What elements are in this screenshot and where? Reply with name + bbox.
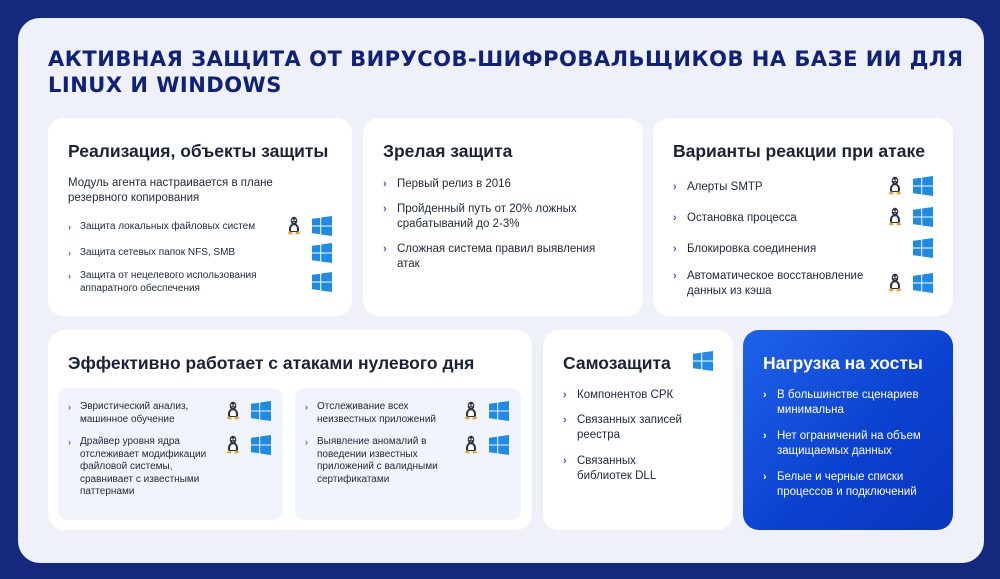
os-icons [284,216,332,236]
card-host-load [743,330,953,530]
item-text: Белые и черные списки процессов и подключений [777,471,917,498]
os-icons [885,207,933,227]
windows-icon [489,401,509,421]
item-text: Первый релиз в 2016 [397,178,511,190]
card-heading: Варианты реакции при атаке [673,141,925,161]
item-text: Защита от нецелевого использования аппаратного обеспечения [80,270,257,294]
os-icons [913,238,933,258]
list-item [68,436,223,499]
chevron-right-icon: › [68,402,71,412]
os-icons [885,273,933,293]
item-text: В большинстве сценариев минимальна [777,389,919,416]
item-text: Алерты SMTP [687,181,763,193]
list-item [563,388,723,403]
item-text: Связанных записей реестра [577,414,682,441]
item-text: Защита сетевых папок NFS, SMB [80,247,236,258]
chevron-right-icon: › [563,389,567,401]
list-item [673,180,873,195]
linux-icon [885,273,905,293]
item-text: Остановка процесса [687,212,797,224]
chevron-right-icon: › [68,222,71,232]
os-icons [312,272,332,292]
card-reaction [653,118,953,316]
item-text: Эвристический анализ, машинное обучение [80,401,189,425]
chevron-right-icon: › [383,243,387,255]
chevron-right-icon: › [383,178,387,190]
chevron-right-icon: › [68,271,71,281]
list-item [383,202,593,232]
item-text: Защита локальных файловых систем [80,221,256,232]
chevron-right-icon: › [383,203,387,215]
card-heading: Эффективно работает с атаками нулевого дня [68,353,475,373]
item-text: Нет ограничений на объем защищаемых данных [777,430,921,457]
windows-icon [312,243,332,263]
windows-icon [913,238,933,258]
card-zero-day [48,330,532,530]
card-intro: Модуль агента настраивается в плане резервного копирования [68,177,273,204]
os-icons [223,401,271,421]
windows-icon [913,207,933,227]
list-item [68,401,218,426]
chevron-right-icon: › [673,212,677,224]
sub-panel-right [295,388,521,520]
chevron-right-icon: › [563,455,567,467]
card-heading: Самозащита [563,353,671,373]
card-mature [363,118,643,316]
windows-icon [312,216,332,236]
chevron-right-icon: › [68,248,71,258]
linux-icon [461,435,481,455]
item-text: Автоматическое восстановление данных из кэша [687,270,864,297]
chevron-right-icon: › [305,437,308,447]
windows-icon [913,273,933,293]
list-item [763,470,943,500]
windows-icon [251,435,271,455]
os-icons [312,243,332,263]
chevron-right-icon: › [763,389,767,401]
linux-icon [885,176,905,196]
card-realization [48,118,352,316]
list-item [68,270,268,295]
sub-panel-left [58,388,283,520]
chevron-right-icon: › [673,270,677,282]
list-item [305,436,455,486]
linux-icon [885,207,905,227]
list-item [673,211,873,226]
item-text: Блокировка соединения [687,243,817,255]
list-item [563,413,693,443]
item-text: Связанных библиотек DLL [577,455,657,482]
list-item [763,429,943,459]
item-text: Драйвер уровня ядра отслеживает модификации файловой системы, сравнивает с известными паттернами [80,436,207,497]
chevron-right-icon: › [763,430,767,442]
card-heading: Реализация, объекты защиты [68,141,329,161]
list-item [563,454,693,484]
card-heading: Нагрузка на хосты [763,353,923,373]
chevron-right-icon: › [673,243,677,255]
os-icons [693,351,713,371]
linux-icon [461,401,481,421]
list-item [673,269,878,299]
os-icons [885,176,933,196]
chevron-right-icon: › [305,402,308,412]
list-item [763,388,943,418]
linux-icon [223,401,243,421]
os-icons [461,401,509,421]
item-text: Пройденный путь от 20% ложных срабатываний до 2-3% [397,203,577,230]
windows-icon [251,401,271,421]
windows-icon [693,351,713,371]
linux-icon [284,216,304,236]
item-text: Компонентов СРК [577,389,674,401]
windows-icon [913,176,933,196]
chevron-right-icon: › [763,471,767,483]
item-text: Сложная система правил выявления атак [397,243,596,270]
chevron-right-icon: › [68,437,71,447]
list-item [383,242,613,272]
windows-icon [312,272,332,292]
list-item [673,242,873,257]
os-icons [223,435,271,455]
list-item [383,177,623,192]
card-heading: Зрелая защита [383,141,513,161]
linux-icon [223,435,243,455]
item-text: Выявление аномалий в поведении известных приложений с валидными сертификатами [317,436,438,485]
item-text: Отслеживание всех неизвестных приложений [317,401,436,425]
card-selfprotect [543,330,733,530]
chevron-right-icon: › [673,181,677,193]
chevron-right-icon: › [563,414,567,426]
page-title: АКТИВНАЯ ЗАЩИТА ОТ ВИРУСОВ-ШИФРОВАЛЬЩИКОВ НА БАЗЕ ИИ ДЛЯ LINUX И WINDOWS [48,47,964,97]
windows-icon [489,435,509,455]
os-icons [461,435,509,455]
list-item [68,247,283,260]
list-item [305,401,445,426]
list-item [68,221,283,234]
